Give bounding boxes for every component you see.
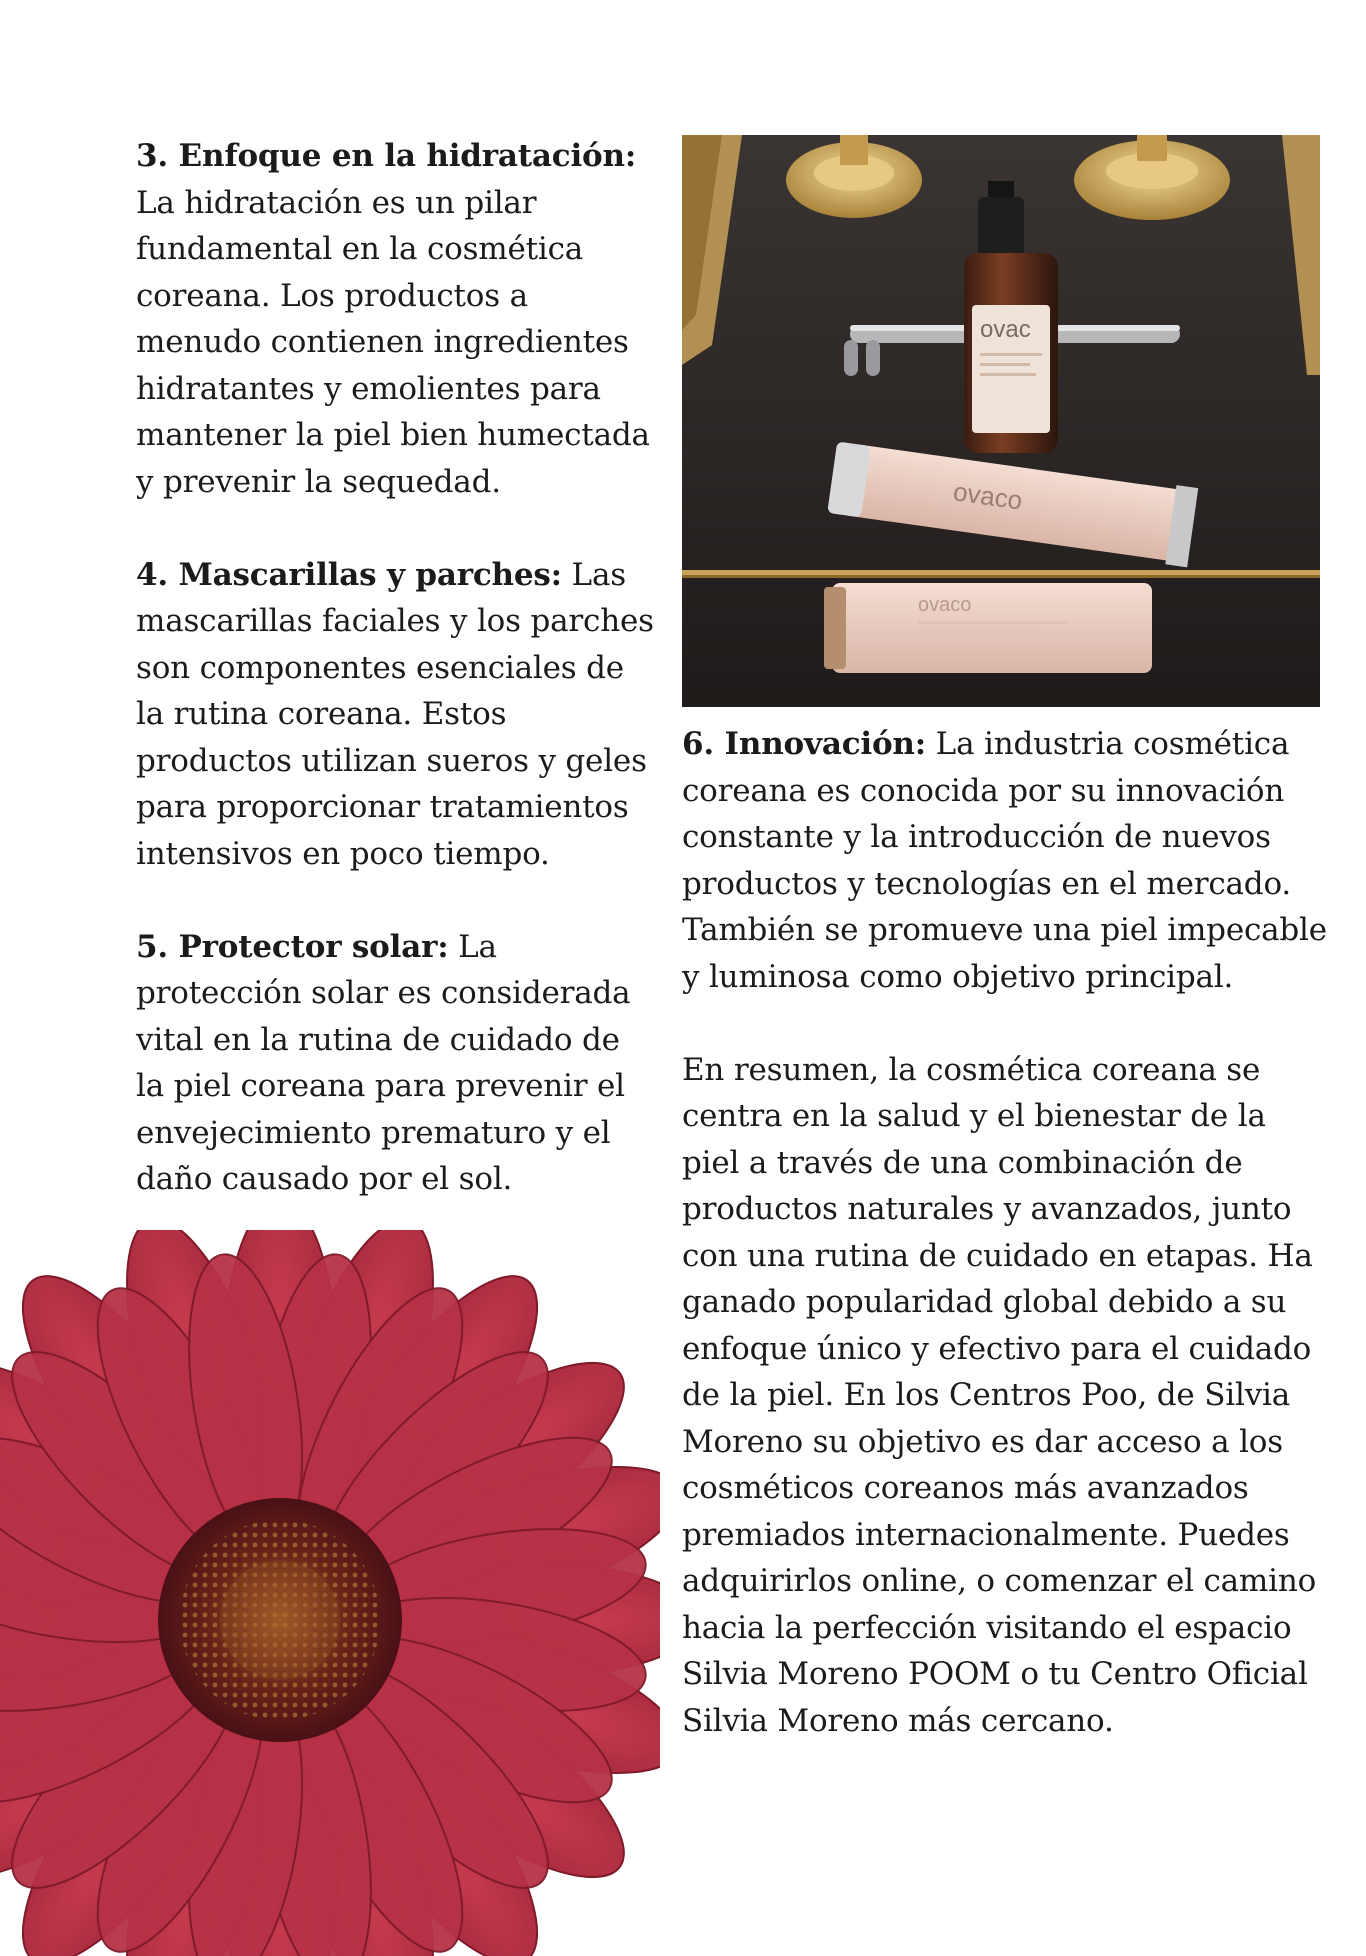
section-sunscreen bbox=[136, 924, 656, 1203]
tube-brand-label: ovaco bbox=[951, 476, 1025, 516]
section-heading: 4. Mascarillas y parches: bbox=[136, 556, 562, 593]
section-body: La protección solar es considerada vital en la rutina de cuidado de la piel coreana para prevenir el envejecimiento prematuro y el daño causado por el sol. bbox=[136, 928, 631, 1197]
section-masks bbox=[136, 552, 656, 878]
tube-brand-label-2: ovaco bbox=[918, 594, 972, 616]
section-body: Las mascarillas faciales y los parches son componentes esenciales de la rutina coreana. Estos productos utilizan sueros y geles para proporcionar tratamientos intensivos en poco tiempo. bbox=[136, 556, 654, 872]
section-body: La industria cosmética coreana es conocida por su innovación constante y la introducción de nuevos productos y tecnologías en el mercado. También se promueve una piel impecable y luminosa como objetivo principal. bbox=[682, 726, 1327, 995]
section-hydration bbox=[136, 133, 656, 505]
summary-paragraph: En resumen, la cosmética coreana se centra en la salud y el bienestar de la piel a través de una combinación de productos naturales y avanzados, junto con una rutina de cuidado en etapas. Ha ganado popularidad global debido a su enfoque único y efectivo para el cuidado de la piel. En los Centros Poo, de Silvia Moreno su objetivo es dar acceso a los cosméticos coreanos más avanzados premiados internacionalmente. Puedes adquirirlos online, o comenzar el camino hacia la perfección visitando el espacio Silvia Moreno POOM o tu Centro Oficial Silvia Moreno más cercano. bbox=[682, 1051, 1317, 1739]
red-flower-image bbox=[0, 1230, 660, 1956]
section-heading: 6. Innovación: bbox=[682, 726, 927, 762]
bottle-brand-label: ovac bbox=[980, 316, 1031, 343]
section-body: La hidratación es un pilar fundamental en la cosmética coreana. Los productos a menudo contienen ingredientes hidratantes y emolientes para mantener la piel bien humectada y prevenir la sequedad. bbox=[136, 184, 650, 500]
right-text-column bbox=[682, 721, 1332, 1744]
section-heading: 5. Protector solar: bbox=[136, 928, 449, 965]
section-heading: 3. Enfoque en la hidratación: bbox=[136, 138, 637, 174]
section-innovation bbox=[682, 721, 1332, 1000]
left-text-column bbox=[136, 133, 656, 1203]
product-photo bbox=[682, 135, 1320, 707]
